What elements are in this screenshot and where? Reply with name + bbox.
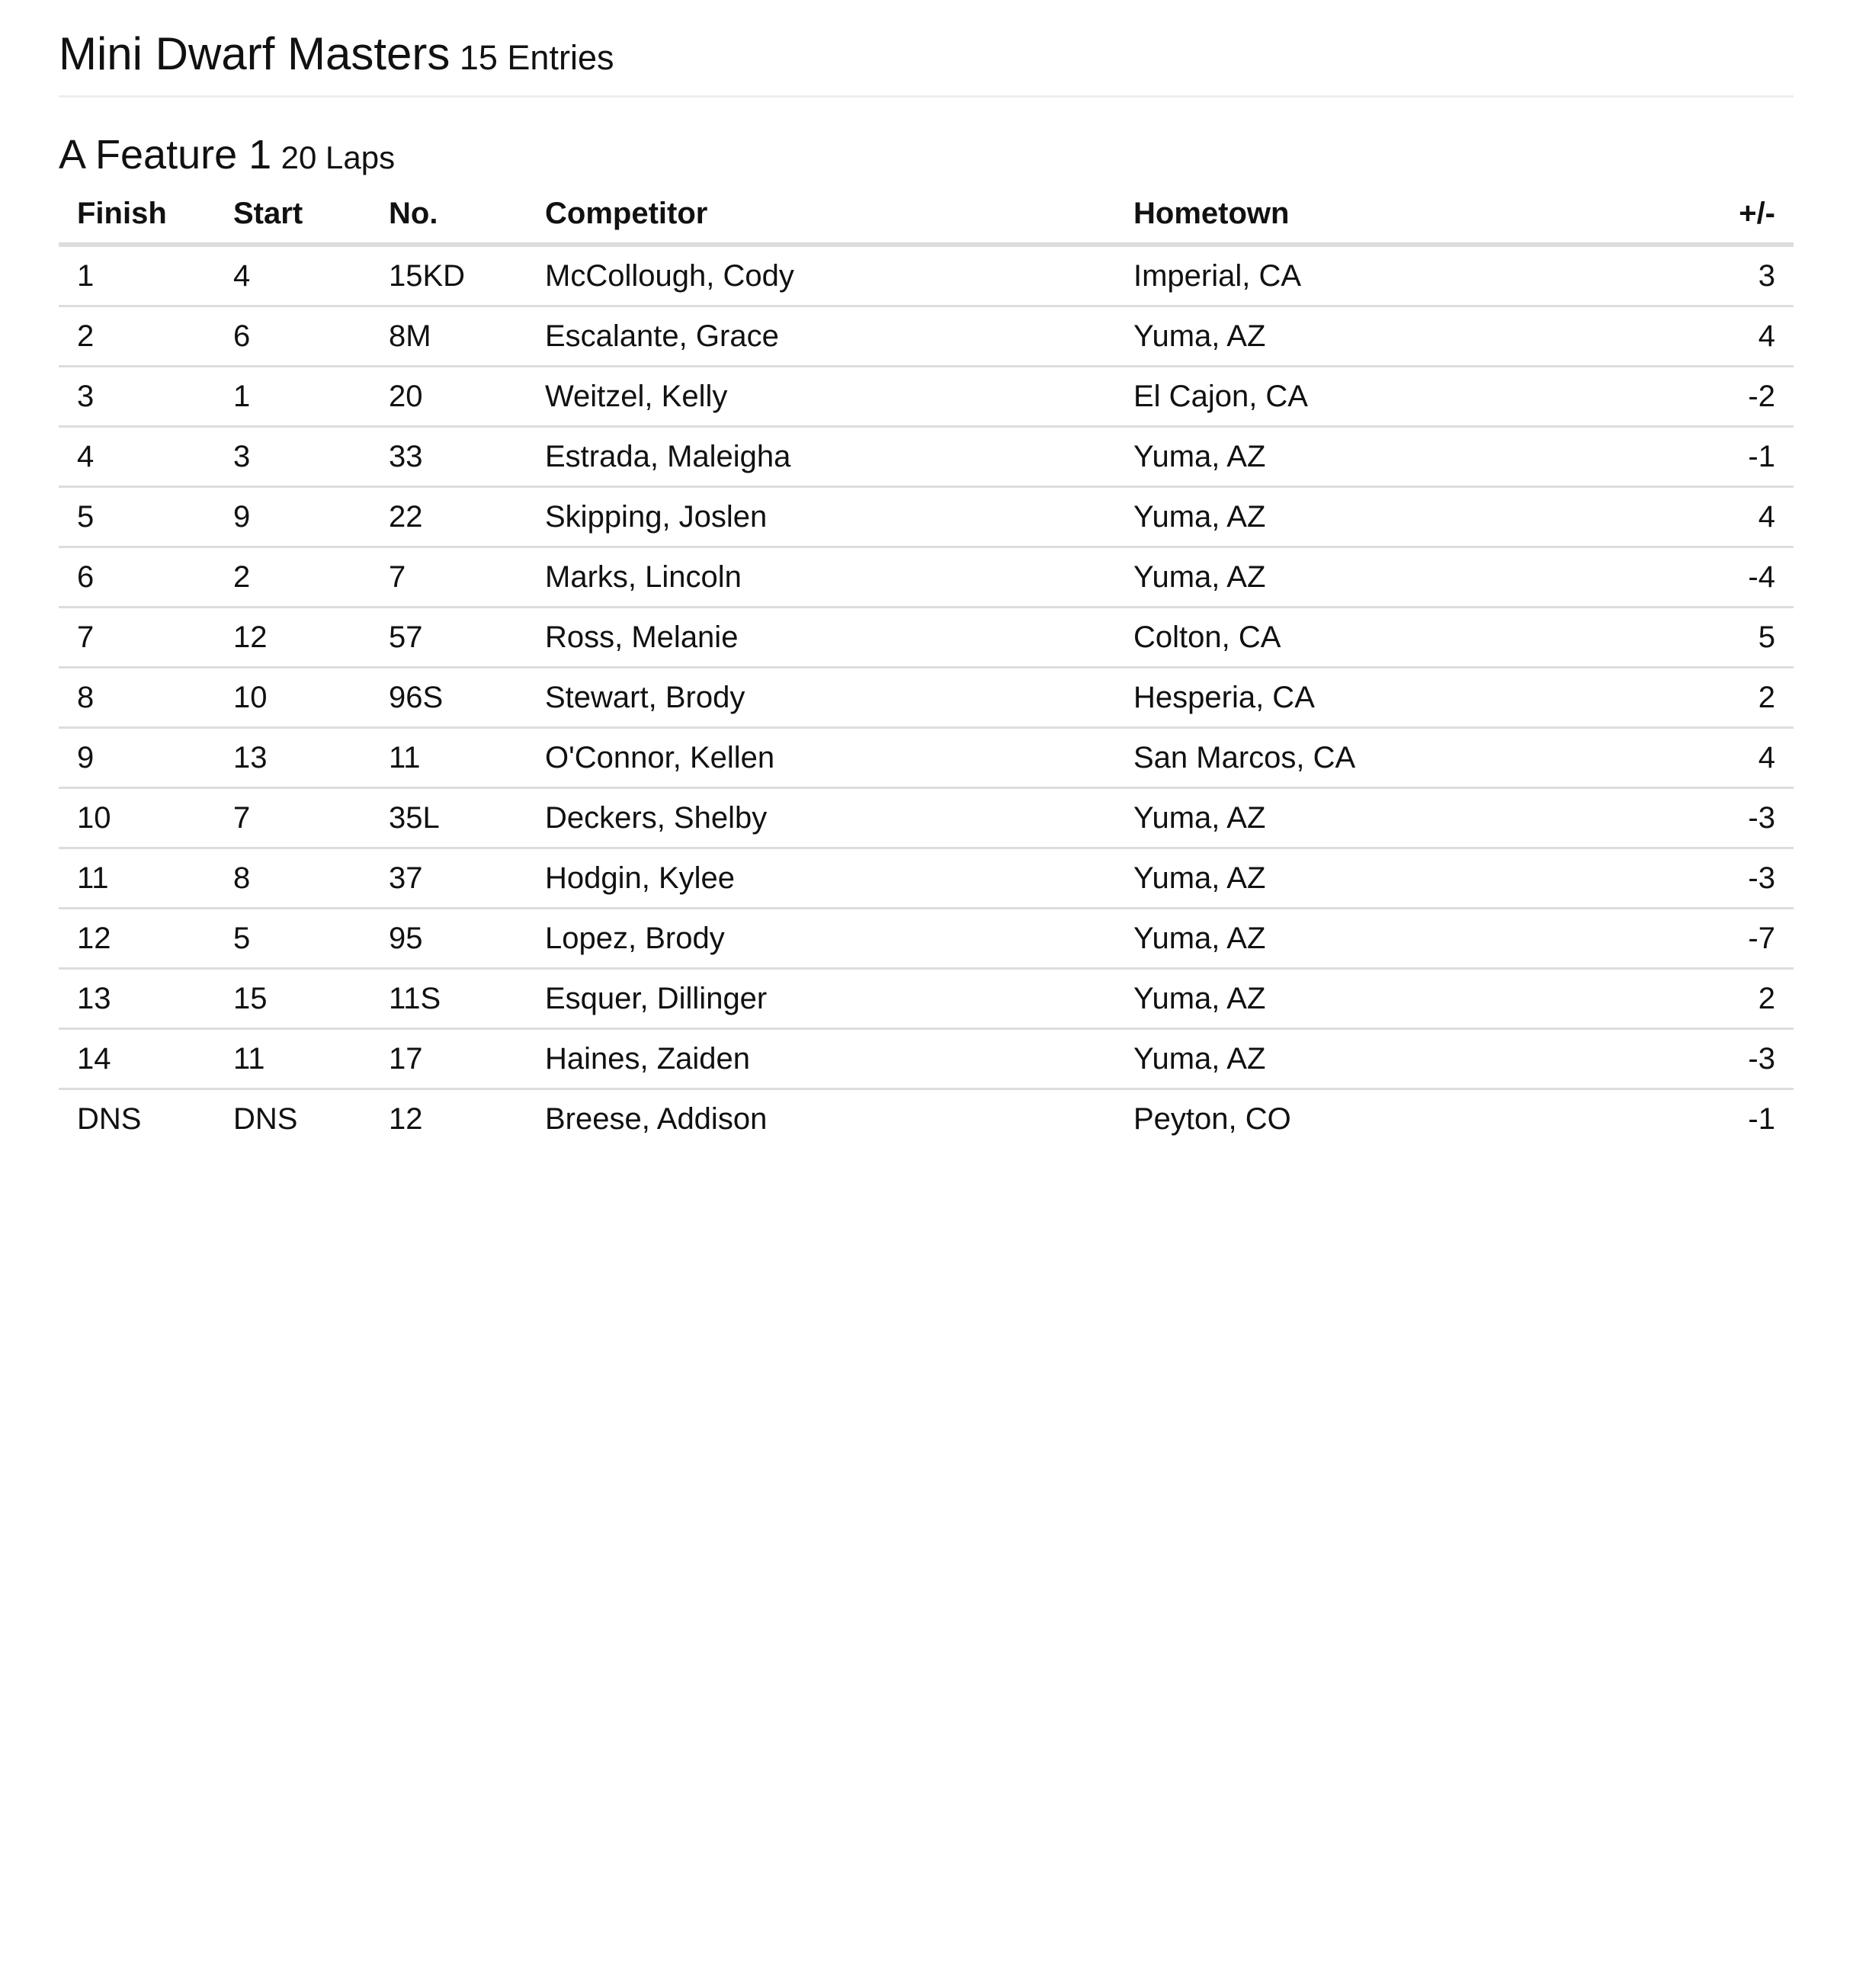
cell-start: 3 <box>215 427 370 487</box>
cell-competitor: Escalante, Grace <box>527 306 1115 367</box>
cell-hometown: Yuma, AZ <box>1115 427 1595 487</box>
cell-competitor: Skipping, Joslen <box>527 487 1115 547</box>
header-competitor: Competitor <box>527 184 1115 245</box>
cell-number: 57 <box>370 608 527 668</box>
cell-start: 8 <box>215 848 370 909</box>
cell-start: 12 <box>215 608 370 668</box>
cell-competitor: Marks, Lincoln <box>527 547 1115 608</box>
cell-number: 22 <box>370 487 527 547</box>
table-row <box>59 427 1794 487</box>
cell-hometown: Yuma, AZ <box>1115 909 1595 969</box>
cell-competitor: Lopez, Brody <box>527 909 1115 969</box>
cell-plus-minus: -7 <box>1595 909 1794 969</box>
cell-plus-minus: 4 <box>1595 306 1794 367</box>
cell-finish: 7 <box>59 608 215 668</box>
cell-number: 95 <box>370 909 527 969</box>
cell-hometown: Yuma, AZ <box>1115 487 1595 547</box>
cell-hometown: San Marcos, CA <box>1115 728 1595 788</box>
cell-finish: 12 <box>59 909 215 969</box>
cell-plus-minus: -1 <box>1748 1101 1775 1136</box>
header-number: No. <box>370 184 527 245</box>
table-row <box>59 1089 1794 1149</box>
results-page <box>59 0 1794 1148</box>
table-row <box>59 608 1794 668</box>
entries-count: 15 Entries <box>459 38 614 77</box>
cell-finish: 2 <box>59 306 215 367</box>
table-row <box>59 487 1794 547</box>
cell-start: 2 <box>215 547 370 608</box>
cell-plus-minus: -3 <box>1595 848 1794 909</box>
cell-start: 13 <box>215 728 370 788</box>
table-header-row <box>59 184 1794 245</box>
cell-plus-minus: 4 <box>1595 487 1794 547</box>
cell-number: 20 <box>370 367 527 427</box>
table-row <box>59 547 1794 608</box>
cell-finish: 11 <box>59 848 215 909</box>
cell-finish: 3 <box>59 367 215 427</box>
results-body <box>59 245 1794 1148</box>
cell-number: 33 <box>370 427 527 487</box>
cell-start: 5 <box>215 909 370 969</box>
cell-finish: 1 <box>59 245 215 306</box>
cell-hometown: Colton, CA <box>1115 608 1595 668</box>
class-title: Mini Dwarf Masters <box>59 28 450 79</box>
cell-start: 15 <box>215 969 370 1029</box>
cell-competitor: Hodgin, Kylee <box>527 848 1115 909</box>
cell-competitor: Breese, Addison <box>545 1101 768 1136</box>
cell-hometown: Imperial, CA <box>1115 245 1595 306</box>
cell-number: 7 <box>370 547 527 608</box>
cell-finish: 5 <box>59 487 215 547</box>
cell-hometown: El Cajon, CA <box>1115 367 1595 427</box>
cell-plus-minus: -2 <box>1595 367 1794 427</box>
event-header <box>59 128 1794 181</box>
table-row <box>59 1029 1794 1089</box>
header-plus-minus: +/- <box>1595 184 1794 245</box>
cell-number: 96S <box>370 668 527 728</box>
header-start: Start <box>215 184 370 245</box>
table-row <box>59 728 1794 788</box>
cell-hometown: Yuma, AZ <box>1115 1029 1595 1089</box>
table-row <box>59 788 1794 848</box>
cell-plus-minus: 3 <box>1595 245 1794 306</box>
cell-finish: 10 <box>59 788 215 848</box>
cell-competitor: Estrada, Maleigha <box>527 427 1115 487</box>
table-row <box>59 245 1794 306</box>
cell-competitor: Stewart, Brody <box>527 668 1115 728</box>
cell-plus-minus: 2 <box>1595 668 1794 728</box>
cell-number: 11 <box>370 728 527 788</box>
cell-hometown: Yuma, AZ <box>1115 969 1595 1029</box>
header-hometown: Hometown <box>1115 184 1595 245</box>
cell-hometown: Yuma, AZ <box>1115 306 1595 367</box>
cell-start: 9 <box>215 487 370 547</box>
cell-hometown: Peyton, CO <box>1133 1101 1291 1136</box>
cell-number: 37 <box>370 848 527 909</box>
laps-count: 20 Laps <box>281 139 396 175</box>
cell-start: 7 <box>215 788 370 848</box>
table-row <box>59 306 1794 367</box>
cell-start: 10 <box>215 668 370 728</box>
cell-start: DNS <box>233 1101 298 1136</box>
cell-number: 15KD <box>370 245 527 306</box>
cell-finish: DNS <box>77 1101 142 1136</box>
cell-plus-minus: -4 <box>1595 547 1794 608</box>
cell-plus-minus: -3 <box>1595 1029 1794 1089</box>
table-row <box>59 668 1794 728</box>
cell-competitor: Deckers, Shelby <box>527 788 1115 848</box>
cell-number: 17 <box>370 1029 527 1089</box>
header-finish: Finish <box>59 184 215 245</box>
cell-finish: 9 <box>59 728 215 788</box>
cell-competitor: Ross, Melanie <box>527 608 1115 668</box>
cell-hometown: Yuma, AZ <box>1115 547 1595 608</box>
cell-hometown: Hesperia, CA <box>1115 668 1595 728</box>
cell-finish: 4 <box>59 427 215 487</box>
results-table <box>59 184 1794 1148</box>
cell-plus-minus: -3 <box>1595 788 1794 848</box>
cell-competitor: Haines, Zaiden <box>527 1029 1115 1089</box>
table-row <box>59 969 1794 1029</box>
cell-number: 8M <box>370 306 527 367</box>
cell-start: 4 <box>215 245 370 306</box>
class-header <box>59 27 1794 98</box>
table-row <box>59 848 1794 909</box>
cell-finish: 13 <box>59 969 215 1029</box>
cell-plus-minus: 4 <box>1595 728 1794 788</box>
cell-plus-minus: -1 <box>1595 427 1794 487</box>
cell-competitor: O'Connor, Kellen <box>527 728 1115 788</box>
cell-hometown: Yuma, AZ <box>1115 788 1595 848</box>
cell-hometown: Yuma, AZ <box>1115 848 1595 909</box>
cell-plus-minus: 5 <box>1595 608 1794 668</box>
cell-finish: 6 <box>59 547 215 608</box>
cell-plus-minus: 2 <box>1595 969 1794 1029</box>
cell-competitor: Weitzel, Kelly <box>527 367 1115 427</box>
table-row <box>59 367 1794 427</box>
cell-competitor: McCollough, Cody <box>527 245 1115 306</box>
table-row <box>59 909 1794 969</box>
cell-number: 12 <box>389 1101 423 1136</box>
cell-finish: 14 <box>59 1029 215 1089</box>
cell-finish: 8 <box>59 668 215 728</box>
cell-start: 6 <box>215 306 370 367</box>
cell-number: 35L <box>370 788 527 848</box>
cell-number: 11S <box>370 969 527 1029</box>
cell-start: 1 <box>215 367 370 427</box>
cell-competitor: Esquer, Dillinger <box>527 969 1115 1029</box>
event-title: A Feature 1 <box>59 132 272 178</box>
cell-start: 11 <box>215 1029 370 1089</box>
